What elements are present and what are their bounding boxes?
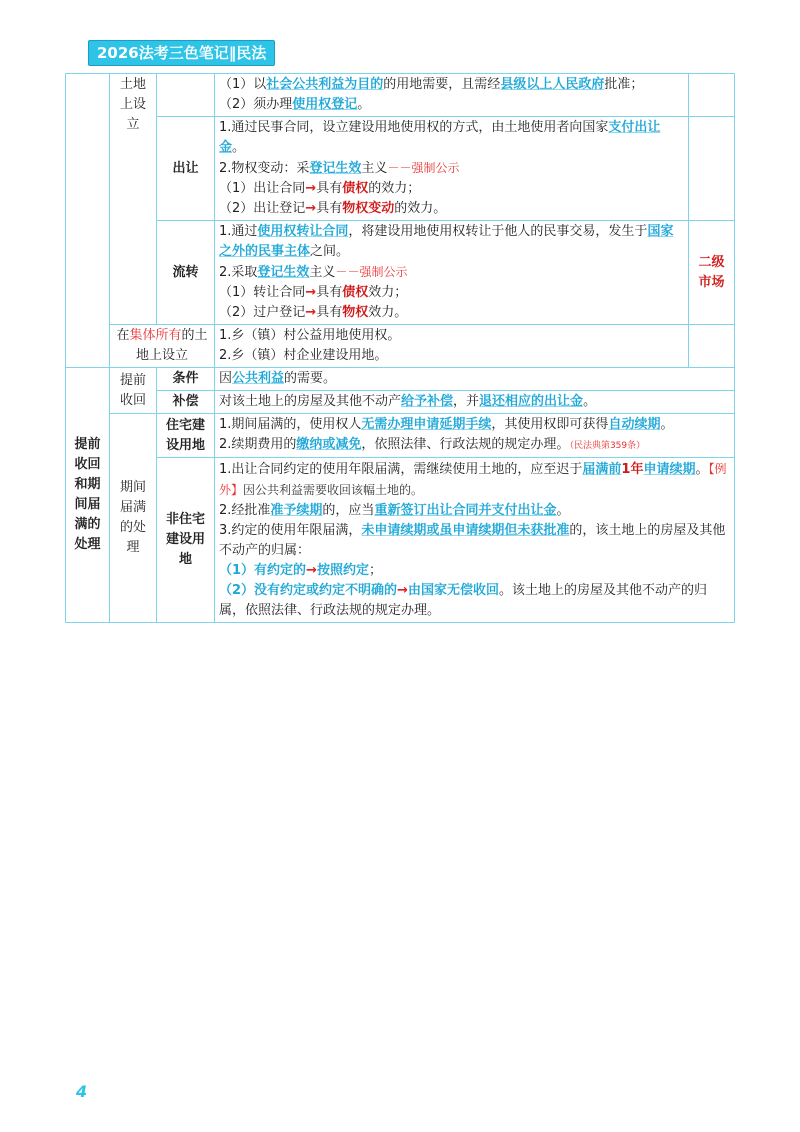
table-cell-blank bbox=[689, 325, 735, 368]
row-label-transfer: 出让 bbox=[157, 117, 215, 221]
table-row bbox=[66, 74, 735, 117]
notes-table bbox=[65, 73, 735, 623]
table-row bbox=[66, 458, 735, 623]
row-label-circulation: 流转 bbox=[157, 221, 215, 325]
secondary-market-label: 二级市场 bbox=[689, 221, 735, 325]
row-label-compensation: 补偿 bbox=[157, 391, 215, 414]
table-row bbox=[66, 368, 735, 391]
page-number: 4 bbox=[76, 1082, 88, 1101]
cell-content: 对该土地上的房屋及其他不动产给予补偿，并退还相应的出让金。 bbox=[215, 391, 735, 414]
row-label-residential-land: 住宅建设用地 bbox=[157, 414, 215, 458]
table-row bbox=[66, 325, 735, 368]
row-label-early-recovery: 提前收回 bbox=[110, 368, 157, 414]
cell-content: 1.出让合同约定的使用年限届满，需继续使用土地的，应至迟于届满前1年申请续期。【例外】因公共利益需要收回该幅土地的。 2.经批准准予续期的，应当重新签订出让合同并支付出让金。 3.约定的使用年限届满，未申请续期或虽申请续期但未获批准的，该土地上的房屋及其他不动产的归属： （1）有约定的→按照约定； （2）没有约定或约定不明确的→由国家无偿收回。该土地上的房屋及其他不动产的归属，依照法律、行政法规的规定办理。 bbox=[215, 458, 735, 623]
cell-content: 1.期间届满的，使用权人无需办理申请延期手续，其使用权即可获得自动续期。 2.续期费用的缴纳或减免，依照法律、行政法规的规定办理。（民法典第359条） bbox=[215, 414, 735, 458]
table-cell-blank bbox=[157, 74, 215, 117]
table-row bbox=[66, 221, 735, 325]
table-cell-blank bbox=[689, 74, 735, 117]
row-label-non-residential-land: 非住宅建设用地 bbox=[157, 458, 215, 623]
cell-content: 1.乡（镇）村公益用地使用权。 2.乡（镇）村企业建设用地。 bbox=[215, 325, 689, 368]
section-label-recovery-expiry: 提前收回和期间届满的处理 bbox=[66, 368, 110, 623]
table-row bbox=[66, 117, 735, 221]
table-cell-blank bbox=[66, 74, 110, 368]
row-label-condition: 条件 bbox=[157, 368, 215, 391]
table-cell-blank bbox=[689, 117, 735, 221]
table-row bbox=[66, 414, 735, 458]
cell-content: （1）以社会公共利益为目的的用地需要，且需经县级以上人民政府批准； （2）须办理使用权登记。 bbox=[215, 74, 689, 117]
page-header-title: 2026法考三色笔记‖民法 bbox=[88, 40, 275, 66]
row-label-expiry-handling: 期间届满的处理 bbox=[110, 414, 157, 623]
cell-content: 1.通过使用权转让合同，将建设用地使用权转让于他人的民事交易，发生于国家之外的民事主体之间。 2.采取登记生效主义－－强制公示 （1）转让合同→具有债权效力； （2）过户登记→具有物权效力。 bbox=[215, 221, 689, 325]
row-label-collective-land: 在集体所有的土地上设立 bbox=[110, 325, 215, 368]
cell-content: 因公共利益的需要。 bbox=[215, 368, 735, 391]
cell-content: 1.通过民事合同，设立建设用地使用权的方式，由土地使用者向国家支付出让金。 2.物权变动：采登记生效主义－－强制公示 （1）出让合同→具有债权的效力； （2）出让登记→具有物权变动的效力。 bbox=[215, 117, 689, 221]
table-row bbox=[66, 391, 735, 414]
row-label-land-creation: 土地上设立 bbox=[110, 74, 157, 325]
